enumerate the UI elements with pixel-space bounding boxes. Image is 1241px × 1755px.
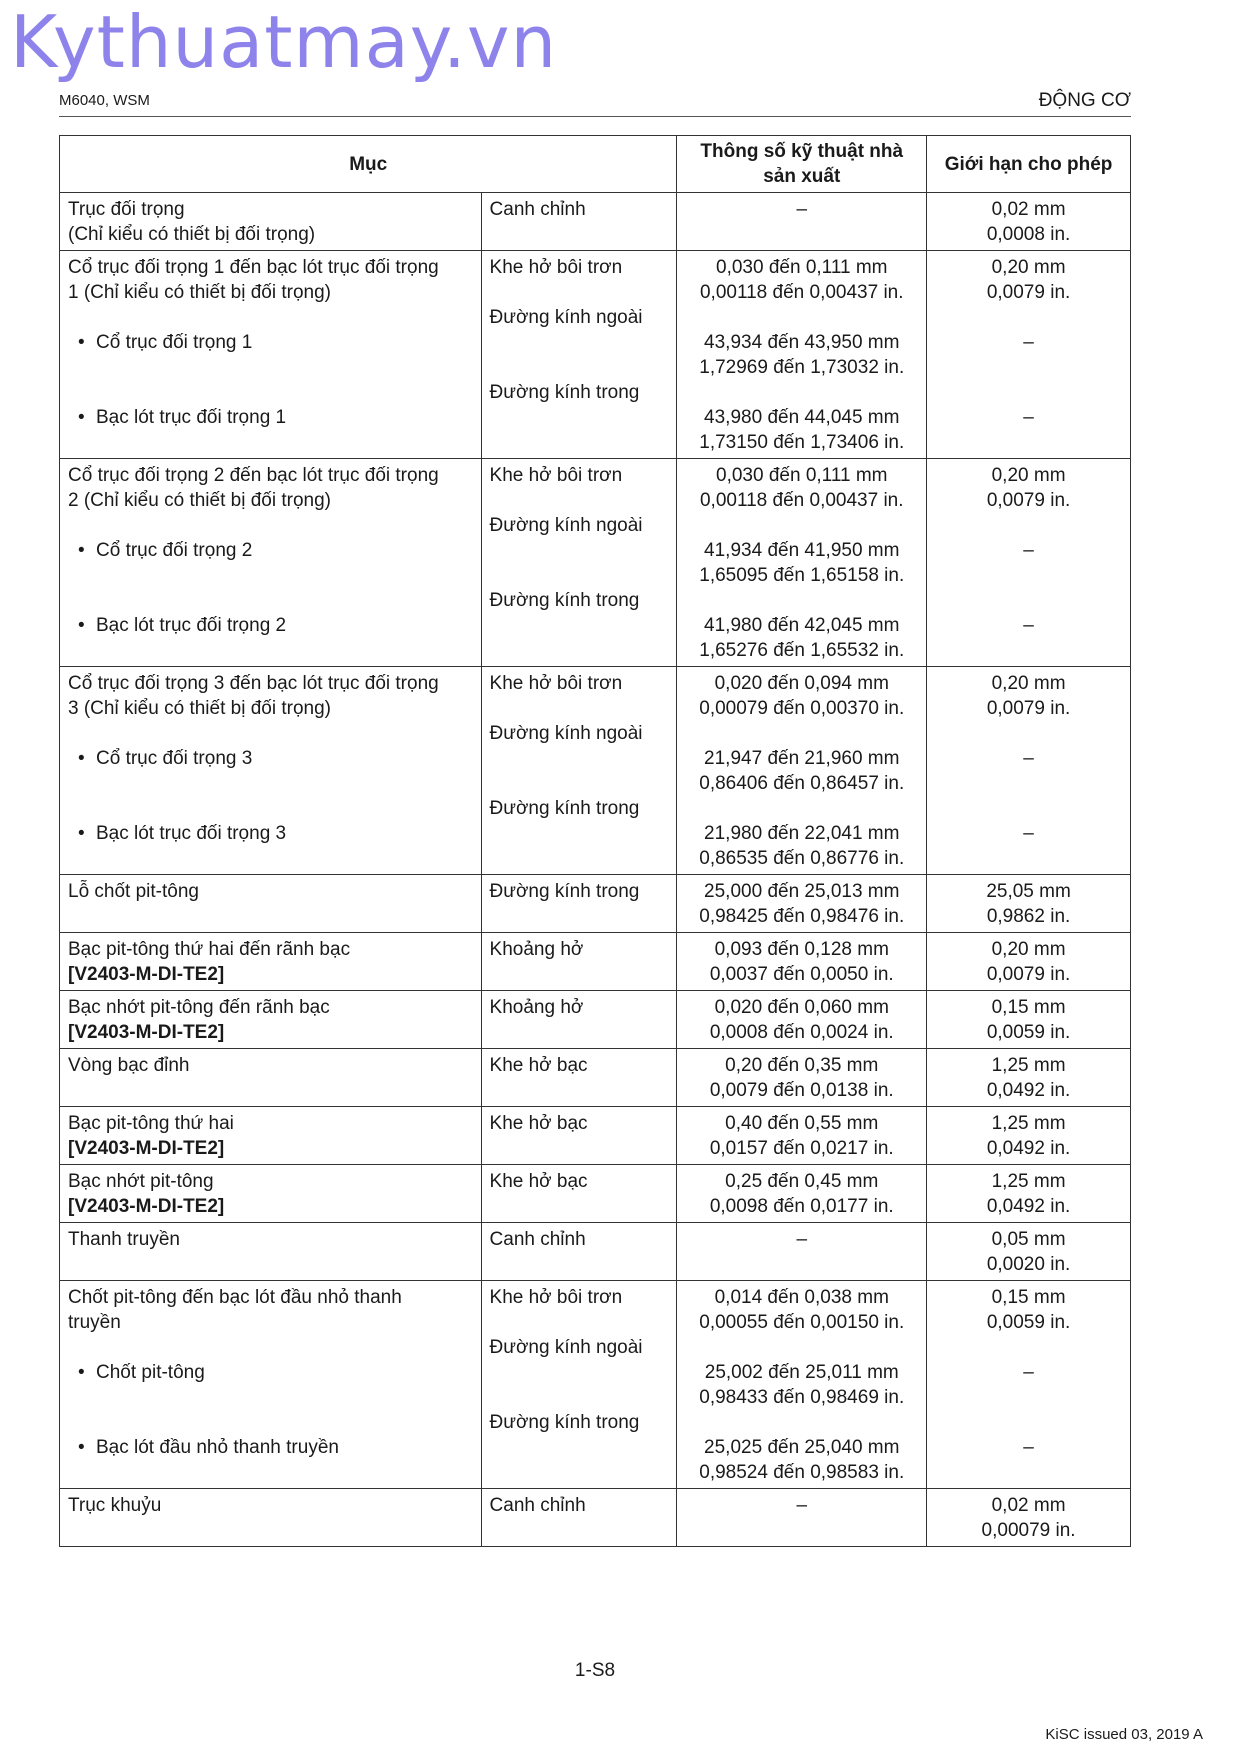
sub-spec-text: 41,980 đến 42,045 mm: [704, 615, 900, 636]
limit-text: 0,20 mm: [991, 257, 1066, 278]
sub-limit-text: –: [1023, 823, 1034, 844]
line-spacer: [68, 1385, 473, 1410]
sub-spec-text: 0,86406 đến 0,86457 in.: [699, 773, 905, 794]
line-spacer: [935, 355, 1122, 380]
cell-item: [60, 667, 482, 875]
cell-spec: [677, 933, 927, 991]
table-row: [60, 933, 1131, 991]
table-row: [60, 251, 1131, 459]
limit-text: 0,0008 in.: [986, 224, 1071, 245]
cell-parameter: [481, 459, 677, 667]
cell-spec: [677, 1107, 927, 1165]
item-text: Trục đối trọng: [68, 199, 185, 220]
spec-text: 0,093 đến 0,128 mm: [714, 939, 889, 960]
parameter-text: Khe hở bôi trơn: [489, 465, 623, 486]
item-text: 3 (Chỉ kiểu có thiết bị đối trọng): [68, 698, 331, 719]
cell-spec: [677, 1223, 927, 1281]
item-text: [V2403-M-DI-TE2]: [68, 964, 225, 985]
cell-parameter: [481, 991, 677, 1049]
line-spacer: [490, 330, 669, 355]
page-number: 1-S8: [574, 1660, 616, 1681]
line-spacer: [935, 638, 1122, 663]
limit-text: 0,15 mm: [991, 1287, 1066, 1308]
cell-limit: [927, 251, 1131, 459]
item-text: Trục khuỷu: [68, 1495, 162, 1516]
sub-spec-text: 41,934 đến 41,950 mm: [704, 540, 900, 561]
spec-text: –: [796, 1495, 808, 1516]
limit-text: 0,15 mm: [991, 997, 1066, 1018]
item-text: Chốt pit-tông đến bạc lót đầu nhỏ thanh: [68, 1287, 402, 1308]
line-spacer: [68, 638, 473, 663]
line-spacer: [490, 405, 669, 430]
line-spacer: [68, 355, 473, 380]
item-text: Bạc nhớt pit-tông đến rãnh bạc: [68, 997, 330, 1018]
parameter-text: Khe hở bạc: [489, 1113, 588, 1134]
sub-limit-text: –: [1023, 615, 1034, 636]
cell-spec: [677, 251, 927, 459]
spec-text: –: [796, 1229, 808, 1250]
spec-text: 0,030 đến 0,111 mm: [716, 465, 888, 486]
spec-text: 0,00079 đến 0,00370 in.: [699, 698, 905, 719]
spec-text: 0,20 đến 0,35 mm: [725, 1055, 879, 1076]
cell-parameter: [481, 875, 677, 933]
limit-text: 0,05 mm: [991, 1229, 1066, 1250]
line-spacer: [490, 538, 669, 563]
sub-item-text: • Cổ trục đối trọng 2: [68, 538, 473, 563]
limit-text: 1,25 mm: [991, 1171, 1066, 1192]
table-row: [60, 1049, 1131, 1107]
item-text: Bạc pit-tông thứ hai: [68, 1113, 234, 1134]
cell-parameter: [481, 193, 677, 251]
table-row: [60, 667, 1131, 875]
spec-text: 0,0079 đến 0,0138 in.: [709, 1080, 894, 1101]
document-code: M6040, WSM: [59, 92, 150, 109]
sub-spec-text: 21,947 đến 21,960 mm: [704, 748, 900, 769]
cell-parameter: [481, 1489, 677, 1547]
sub-parameter-text: Đường kính trong: [489, 798, 640, 819]
limit-text: 0,0079 in.: [986, 282, 1071, 303]
cell-item: [60, 1489, 482, 1547]
spec-text: 0,030 đến 0,111 mm: [716, 257, 888, 278]
spec-text: 0,014 đến 0,038 mm: [714, 1287, 889, 1308]
item-text: [V2403-M-DI-TE2]: [68, 1138, 225, 1159]
limit-text: 0,0492 in.: [986, 1080, 1071, 1101]
section-title: ĐỘNG CƠ: [1038, 90, 1131, 111]
sub-spec-text: 43,980 đến 44,045 mm: [704, 407, 900, 428]
parameter-text: Canh chỉnh: [489, 199, 586, 220]
header-spec: Thông số kỹ thuật nhà sản xuất: [677, 136, 927, 193]
sub-spec-text: 1,72969 đến 1,73032 in.: [699, 357, 905, 378]
footer-issue: KiSC issued 03, 2019 A: [1045, 1726, 1203, 1743]
table-row: [60, 1223, 1131, 1281]
item-text: (Chỉ kiểu có thiết bị đối trọng): [68, 224, 316, 245]
cell-parameter: [481, 1107, 677, 1165]
spec-table: [59, 135, 1131, 1547]
line-spacer: [68, 430, 473, 455]
parameter-text: Khoảng hở: [489, 997, 584, 1018]
sub-spec-text: 1,73150 đến 1,73406 in.: [699, 432, 905, 453]
sub-spec-text: 25,002 đến 25,011 mm: [704, 1362, 899, 1383]
item-text: 2 (Chỉ kiểu có thiết bị đối trọng): [68, 490, 331, 511]
watermark: Kythuatmay.vn: [10, 0, 558, 84]
limit-text: 0,0059 in.: [986, 1312, 1071, 1333]
item-text: Vòng bạc đỉnh: [68, 1055, 190, 1076]
sub-spec-text: 1,65276 đến 1,65532 in.: [699, 640, 905, 661]
cell-limit: [927, 193, 1131, 251]
cell-parameter: [481, 933, 677, 991]
cell-limit: [927, 875, 1131, 933]
sub-limit-text: –: [1023, 1437, 1034, 1458]
sub-spec-text: 1,65095 đến 1,65158 in.: [699, 565, 905, 586]
table-header-row: [60, 136, 1131, 193]
parameter-text: Khe hở bạc: [489, 1055, 588, 1076]
spec-text: 0,020 đến 0,094 mm: [714, 673, 889, 694]
table-row: [60, 459, 1131, 667]
spec-text: 0,40 đến 0,55 mm: [725, 1113, 879, 1134]
sub-parameter-text: Đường kính ngoài: [489, 307, 643, 328]
limit-text: 0,0079 in.: [986, 698, 1071, 719]
spec-text: 0,98425 đến 0,98476 in.: [699, 906, 905, 927]
sub-limit-text: –: [1023, 332, 1034, 353]
line-spacer: [490, 613, 669, 638]
item-text: Lỗ chốt pit-tông: [68, 881, 199, 902]
item-text: Bạc pit-tông thứ hai đến rãnh bạc: [68, 939, 351, 960]
parameter-text: Khe hở bôi trơn: [489, 673, 623, 694]
line-spacer: [935, 1460, 1122, 1485]
limit-text: 0,20 mm: [991, 673, 1066, 694]
cell-limit: [927, 1281, 1131, 1489]
cell-spec: [677, 1049, 927, 1107]
cell-item: [60, 1165, 482, 1223]
cell-limit: [927, 1049, 1131, 1107]
sub-item-text: • Bạc lót trục đối trọng 3: [68, 821, 473, 846]
line-spacer: [68, 846, 473, 871]
cell-spec: [677, 991, 927, 1049]
cell-item: [60, 933, 482, 991]
cell-item: [60, 1107, 482, 1165]
item-text: truyền: [68, 1312, 121, 1333]
header-divider: [59, 116, 1131, 117]
cell-item: [60, 1223, 482, 1281]
sub-item-text: • Bạc lót trục đối trọng 2: [68, 613, 473, 638]
limit-text: 0,00079 in.: [981, 1520, 1076, 1541]
item-text: Cổ trục đối trọng 2 đến bạc lót trục đối trọng: [68, 465, 439, 486]
sub-limit-text: –: [1023, 748, 1034, 769]
line-spacer: [935, 1385, 1122, 1410]
table-row: [60, 991, 1131, 1049]
item-text: Cổ trục đối trọng 1 đến bạc lót trục đối trọng: [68, 257, 439, 278]
sub-item-text: • Chốt pit-tông: [68, 1360, 473, 1385]
limit-text: 0,20 mm: [991, 465, 1066, 486]
parameter-text: Đường kính trong: [489, 881, 640, 902]
cell-limit: [927, 1107, 1131, 1165]
line-spacer: [490, 746, 669, 771]
line-spacer: [935, 846, 1122, 871]
item-text: Cổ trục đối trọng 3 đến bạc lót trục đối trọng: [68, 673, 439, 694]
spec-text: 0,00118 đến 0,00437 in.: [699, 282, 904, 303]
spec-text: 0,25 đến 0,45 mm: [725, 1171, 879, 1192]
cell-limit: [927, 459, 1131, 667]
cell-item: [60, 875, 482, 933]
cell-parameter: [481, 1049, 677, 1107]
table-row: [60, 1165, 1131, 1223]
cell-item: [60, 251, 482, 459]
cell-item: [60, 193, 482, 251]
spec-text: 0,0008 đến 0,0024 in.: [709, 1022, 894, 1043]
cell-spec: [677, 1489, 927, 1547]
parameter-text: Khe hở bạc: [489, 1171, 588, 1192]
cell-limit: [927, 991, 1131, 1049]
cell-limit: [927, 1489, 1131, 1547]
item-text: [V2403-M-DI-TE2]: [68, 1196, 225, 1217]
table-row: [60, 1489, 1131, 1547]
cell-parameter: [481, 1223, 677, 1281]
header-limit: Giới hạn cho phép: [927, 136, 1131, 193]
sub-parameter-text: Đường kính ngoài: [489, 1337, 643, 1358]
line-spacer: [935, 563, 1122, 588]
table-row: [60, 875, 1131, 933]
limit-text: 0,0079 in.: [986, 964, 1071, 985]
cell-limit: [927, 1223, 1131, 1281]
item-text: Bạc nhớt pit-tông: [68, 1171, 214, 1192]
sub-item-text: • Bạc lót đầu nhỏ thanh truyền: [68, 1435, 473, 1460]
sub-parameter-text: Đường kính ngoài: [489, 723, 643, 744]
line-spacer: [490, 1360, 669, 1385]
limit-text: 1,25 mm: [991, 1113, 1066, 1134]
limit-text: 0,0059 in.: [986, 1022, 1071, 1043]
cell-spec: [677, 193, 927, 251]
line-spacer: [68, 563, 473, 588]
cell-spec: [677, 1281, 927, 1489]
line-spacer: [68, 771, 473, 796]
sub-item-text: • Cổ trục đối trọng 3: [68, 746, 473, 771]
cell-limit: [927, 667, 1131, 875]
sub-spec-text: 25,025 đến 25,040 mm: [704, 1437, 900, 1458]
line-spacer: [490, 821, 669, 846]
sub-limit-text: –: [1023, 407, 1034, 428]
cell-spec: [677, 667, 927, 875]
line-spacer: [935, 771, 1122, 796]
parameter-text: Canh chỉnh: [489, 1495, 586, 1516]
cell-parameter: [481, 667, 677, 875]
cell-parameter: [481, 1281, 677, 1489]
header-item: Mục: [60, 136, 677, 193]
sub-limit-text: –: [1023, 1362, 1034, 1383]
cell-item: [60, 459, 482, 667]
sub-parameter-text: Đường kính trong: [489, 590, 640, 611]
sub-spec-text: 21,980 đến 22,041 mm: [704, 823, 900, 844]
cell-spec: [677, 459, 927, 667]
parameter-text: Khe hở bôi trơn: [489, 1287, 623, 1308]
spec-text: 0,020 đến 0,060 mm: [714, 997, 889, 1018]
cell-item: [60, 991, 482, 1049]
spec-text: 0,0098 đến 0,0177 in.: [709, 1196, 894, 1217]
parameter-text: Khoảng hở: [489, 939, 584, 960]
item-text: 1 (Chỉ kiểu có thiết bị đối trọng): [68, 282, 331, 303]
cell-item: [60, 1281, 482, 1489]
spec-text: 0,00055 đến 0,00150 in.: [699, 1312, 905, 1333]
cell-item: [60, 1049, 482, 1107]
parameter-text: Canh chỉnh: [489, 1229, 586, 1250]
sub-parameter-text: Đường kính trong: [489, 1412, 640, 1433]
sub-parameter-text: Đường kính ngoài: [489, 515, 643, 536]
spec-text: 25,000 đến 25,013 mm: [704, 881, 900, 902]
sub-item-text: • Bạc lót trục đối trọng 1: [68, 405, 473, 430]
sub-spec-text: 0,98433 đến 0,98469 in.: [699, 1387, 905, 1408]
cell-limit: [927, 933, 1131, 991]
sub-parameter-text: Đường kính trong: [489, 382, 640, 403]
sub-item-text: • Cổ trục đối trọng 1: [68, 330, 473, 355]
item-text: Thanh truyền: [68, 1229, 180, 1250]
limit-text: 0,0079 in.: [986, 490, 1071, 511]
cell-limit: [927, 1165, 1131, 1223]
limit-text: 0,9862 in.: [986, 906, 1071, 927]
limit-text: 0,0020 in.: [986, 1254, 1071, 1275]
limit-text: 0,02 mm: [991, 1495, 1066, 1516]
spec-text: 0,0037 đến 0,0050 in.: [709, 964, 894, 985]
cell-spec: [677, 1165, 927, 1223]
sub-spec-text: 0,86535 đến 0,86776 in.: [699, 848, 905, 869]
spec-text: 0,0157 đến 0,0217 in.: [709, 1138, 894, 1159]
line-spacer: [68, 1460, 473, 1485]
cell-spec: [677, 875, 927, 933]
sub-limit-text: –: [1023, 540, 1034, 561]
limit-text: 0,02 mm: [991, 199, 1066, 220]
spec-text: –: [796, 199, 808, 220]
item-text: [V2403-M-DI-TE2]: [68, 1022, 225, 1043]
line-spacer: [490, 1435, 669, 1460]
sub-spec-text: 0,98524 đến 0,98583 in.: [699, 1462, 905, 1483]
parameter-text: Khe hở bôi trơn: [489, 257, 623, 278]
table-row: [60, 193, 1131, 251]
cell-parameter: [481, 251, 677, 459]
line-spacer: [935, 430, 1122, 455]
limit-text: 0,20 mm: [991, 939, 1066, 960]
sub-spec-text: 43,934 đến 43,950 mm: [704, 332, 900, 353]
cell-parameter: [481, 1165, 677, 1223]
table-row: [60, 1281, 1131, 1489]
limit-text: 0,0492 in.: [986, 1196, 1071, 1217]
limit-text: 0,0492 in.: [986, 1138, 1071, 1159]
limit-text: 1,25 mm: [991, 1055, 1066, 1076]
spec-text: 0,00118 đến 0,00437 in.: [699, 490, 904, 511]
limit-text: 25,05 mm: [986, 881, 1071, 902]
table-row: [60, 1107, 1131, 1165]
